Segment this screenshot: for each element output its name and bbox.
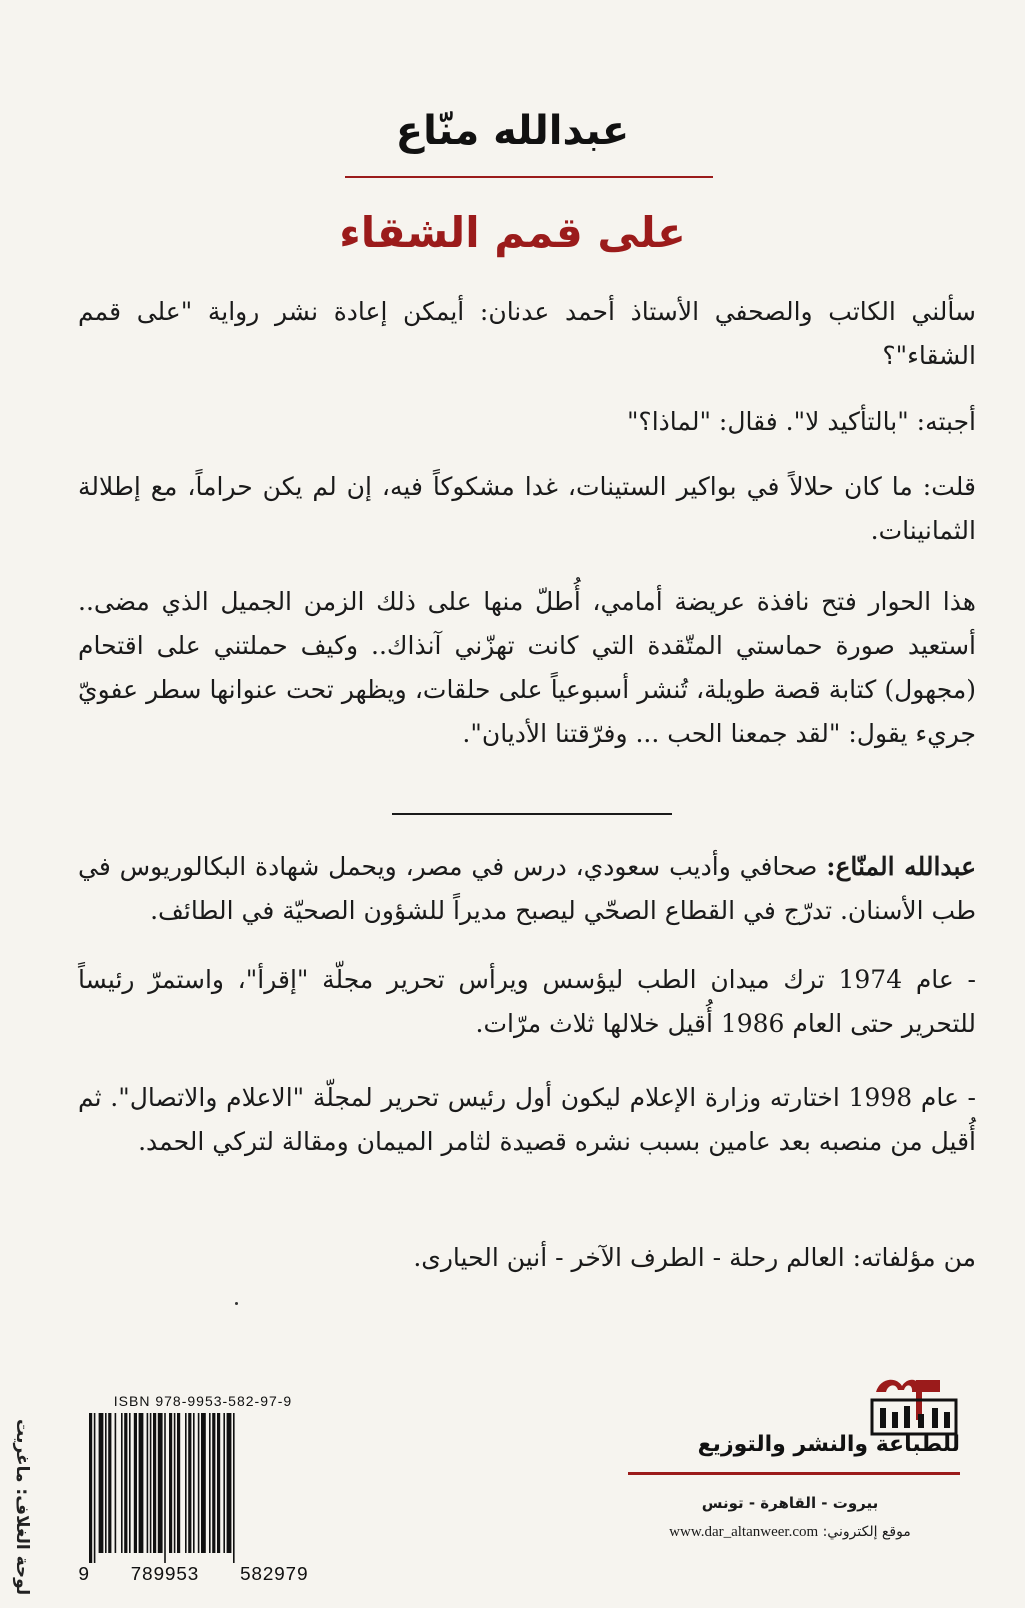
bio-works <box>78 1236 984 1298</box>
intro-text-3: قلت: ما كان حلالاً في بواكير الستينات، غدا مشكوكاً فيه، إن لم يكن حراماً، مع إطلالة الثمانينات. <box>78 472 976 545</box>
publisher-name: للطباعة والنشر والتوزيع <box>697 1432 960 1457</box>
section-divider <box>392 813 672 815</box>
barcode-digits <box>78 1564 308 1586</box>
bio-name: عبدالله المنّاع: <box>826 852 977 881</box>
intro-paragraph-4 <box>78 580 976 774</box>
intro-paragraph-1 <box>78 290 976 396</box>
intro-paragraph-2 <box>78 400 976 462</box>
bio-text: صحافي وأديب سعودي، درس في مصر، ويحمل شهادة البكالوريوس في طب الأسنان. تدرّج في القطاع الصحّي ليصبح مديراً للشؤون الصحيّة في الطائف. <box>78 852 976 925</box>
bio-works-text: من مؤلفاته: العالم رحلة - الطرف الآخر - أنين الحيارى. <box>413 1243 976 1272</box>
website-label: موقع إلكتروني: <box>822 1524 911 1540</box>
publisher-website <box>620 1524 960 1541</box>
barcode-digit-right: 582979 <box>239 1564 308 1586</box>
intro-text-2: أجبته: "بالتأكيد لا". فقال: "لماذا؟" <box>626 407 976 436</box>
barcode <box>87 1413 307 1563</box>
print-speck <box>235 1302 238 1305</box>
bio-item-1 <box>78 958 984 1064</box>
intro-text-1: سألني الكاتب والصحفي الأستاذ أحمد عدنان: أيمكن إعادة نشر رواية "على قمم الشقاء"؟ <box>78 297 976 370</box>
bio-item-2-text: - عام 1998 اختارته وزارة الإعلام ليكون أول رئيس تحرير لمجلّة "الاعلام والاتصال". ثم أُقيل من منصبه بعد عامين بسبب نشره قصيدة لثامر الميمان ومقالة لتركي الحمد. <box>78 1083 976 1156</box>
title-divider <box>345 176 713 178</box>
book-title: على قمم الشقاء <box>339 208 686 257</box>
author-name: عبدالله منّاع <box>395 108 630 154</box>
barcode-digit-prefix: 9 <box>78 1564 90 1586</box>
bio-item-2 <box>78 1076 984 1182</box>
publisher-cities: بيروت - القاهرة - تونس <box>701 1494 879 1512</box>
author-bio <box>78 845 976 945</box>
website-url[interactable]: www.dar_altanweer.com <box>669 1524 819 1540</box>
barcode-digit-left: 789953 <box>130 1564 199 1586</box>
bio-item-1-text: - عام 1974 ترك ميدان الطب ليؤسس ويرأس تحرير مجلّة "إقرأ"، واستمرّ رئيساً للتحرير حتى العام 1986 أُقيل خلالها ثلاث مرّات. <box>78 965 976 1038</box>
intro-text-4: هذا الحوار فتح نافذة عريضة أمامي، أُطلّ منها على ذلك الزمن الجميل الذي مضى.. أستعيد صورة حماستي المتّقدة التي كانت تهزّني آنذاك.. وكيف حملتني على اقتحام (مجهول) كتابة قصة طويلة، تُنشر أسبوعياً على حلقات، ويظهر تحت عنوانها سطر عفويّ جريء يقول: "لقد جمعنا الحب ... وفرّقتنا الأديان". <box>78 587 976 748</box>
intro-paragraph-3 <box>78 465 976 571</box>
isbn-label: ISBN 978-9953-582-97-9 <box>113 1393 293 1409</box>
publisher-divider <box>628 1472 960 1475</box>
cover-art-credit: لوحة الغلاف: ماغريت <box>12 1418 32 1595</box>
